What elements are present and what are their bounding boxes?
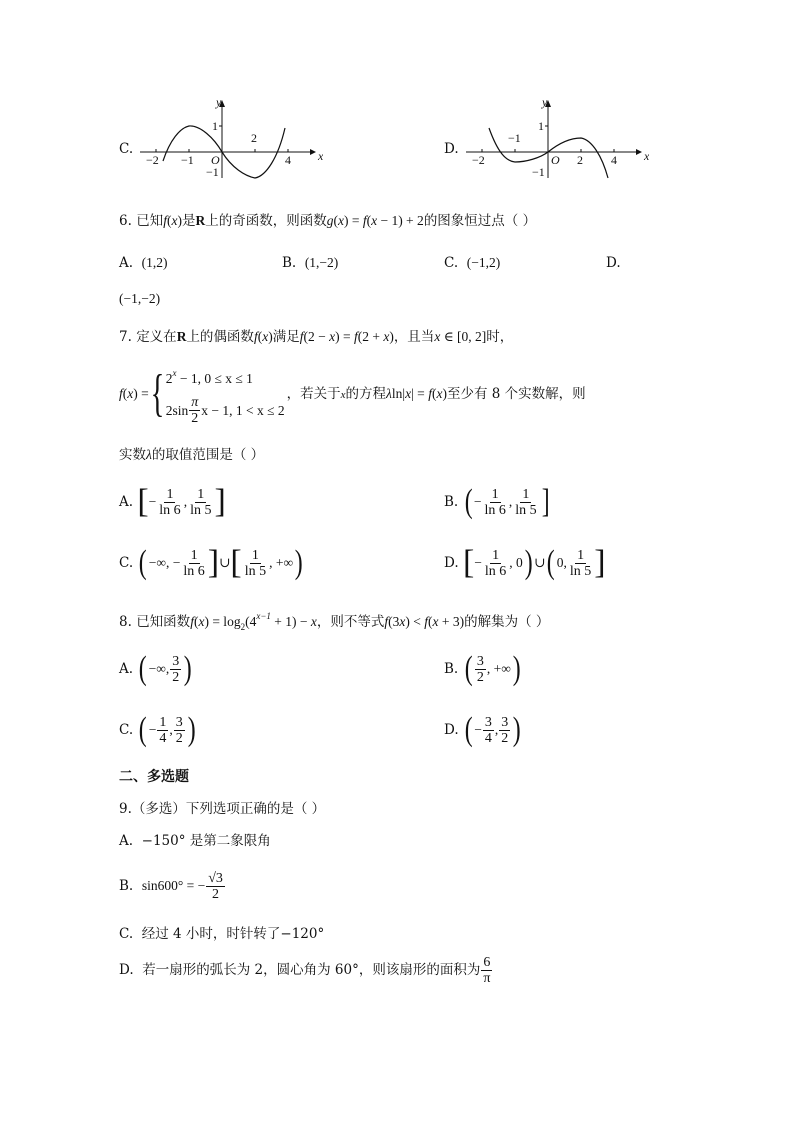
x-axis-label: x bbox=[644, 149, 649, 163]
tick-o: O bbox=[211, 153, 220, 167]
q7-option-b[interactable]: B. ( − $\frac{1}{\ln 6}$ , $\frac{1}{\ln 5}$ ] bbox=[444, 483, 550, 520]
x-axis-label: x bbox=[318, 149, 323, 163]
tick-4: 4 bbox=[285, 153, 291, 167]
question-7-stem: 7. 定义在R上的偶函数f(x)满足f(2 − x) = f(2 + x)，且当x ∈ [0, 2]时， bbox=[119, 329, 514, 345]
option-c-label: C. bbox=[119, 141, 134, 157]
q9-option-d[interactable]: D. 若一扇形的弧长为 2，圆心角为 60°，则该扇形的面积为 $\frac{6}{\pi}$ bbox=[119, 954, 491, 986]
q6-option-b[interactable]: B. (1,−2) bbox=[282, 255, 339, 271]
y-axis-label: y bbox=[216, 98, 222, 109]
tick-2: 2 bbox=[251, 131, 257, 145]
q9-option-a[interactable]: A. −150° 是第二象限角 bbox=[119, 833, 271, 849]
q8-option-c[interactable]: C. ( − $\frac{1}{4}$ , $\frac{3}{2}$ ) bbox=[119, 711, 196, 748]
q7-piecewise: f(x) = { $2^x - 1$, 0 ≤ x ≤ 1 2sin $\frac{\pi}{2}$ x − 1, 1 < x ≤ 2 ，若关于x的方程λln|x| = f(x)至少有 8 个实数解，则 bbox=[119, 365, 586, 426]
tick-neg2: −2 bbox=[472, 153, 485, 167]
question-7-stem-cont: 实数λ的取值范围是（ ） bbox=[119, 447, 265, 463]
y-axis-label: y bbox=[542, 98, 548, 109]
q6-option-d-label[interactable]: D. bbox=[606, 255, 621, 271]
tick-neg1: −1 bbox=[508, 131, 521, 145]
graph-c bbox=[138, 98, 323, 183]
question-8-stem: 8. 已知函数$f(x) = \log_2(4^{x-1} + 1) - x$，则不等式f(3x) < f(x + 3)的解集为（ ） bbox=[119, 611, 550, 632]
tick-yneg1: −1 bbox=[532, 165, 545, 179]
section-heading: 二、多选题 bbox=[119, 769, 189, 785]
q6-option-d-value: (−1,−2) bbox=[119, 291, 161, 306]
q9-option-c[interactable]: C. 经过 4 小时，时针转了−120° bbox=[119, 926, 325, 942]
question-9-stem: 9.（多选）下列选项正确的是（ ） bbox=[119, 801, 326, 817]
q8-option-d[interactable]: D. ( − $\frac{3}{4}$ , $\frac{3}{2}$ ) bbox=[444, 711, 521, 748]
tick-2: 2 bbox=[577, 153, 583, 167]
q7-option-d[interactable]: D. [ − $\frac{1}{\ln 6}$ , 0 ) ∪ ( 0, $\frac{1}{\ln 5}$ ] bbox=[444, 544, 606, 581]
tick-o: O bbox=[551, 153, 560, 167]
tick-1: 1 bbox=[212, 119, 218, 133]
tick-4: 4 bbox=[611, 153, 617, 167]
graph-d bbox=[464, 98, 649, 183]
q8-option-a[interactable]: A. ( −∞, $\frac{3}{2}$ ) bbox=[119, 650, 192, 687]
q9-option-b[interactable]: B. sin600° = − $\frac{√3}{2}$ bbox=[119, 870, 223, 902]
q7-option-a[interactable]: A. [ − $\frac{1}{\ln 6}$ , $\frac{1}{\ln 5}$ ] bbox=[119, 483, 226, 520]
q8-option-b[interactable]: B. ( $\frac{3}{2}$ , +∞ ) bbox=[444, 650, 521, 687]
tick-1: 1 bbox=[538, 119, 544, 133]
q7-option-c[interactable]: C. ( −∞, − $\frac{1}{\ln 6}$ ] ∪ [ $\frac{1}{\ln 5}$ , +∞ ) bbox=[119, 544, 303, 581]
question-6-stem: 6. 已知f(x)是R上的奇函数，则函数g(x) = f(x − 1) + 2的图象恒过点（ ） bbox=[119, 213, 537, 229]
tick-neg1: −1 bbox=[181, 153, 194, 167]
tick-yneg1: −1 bbox=[206, 165, 219, 179]
q6-option-a[interactable]: A. (1,2) bbox=[119, 255, 168, 271]
tick-neg2: −2 bbox=[146, 153, 159, 167]
option-d-label: D. bbox=[444, 141, 459, 157]
q6-option-c[interactable]: C. (−1,2) bbox=[444, 255, 501, 271]
